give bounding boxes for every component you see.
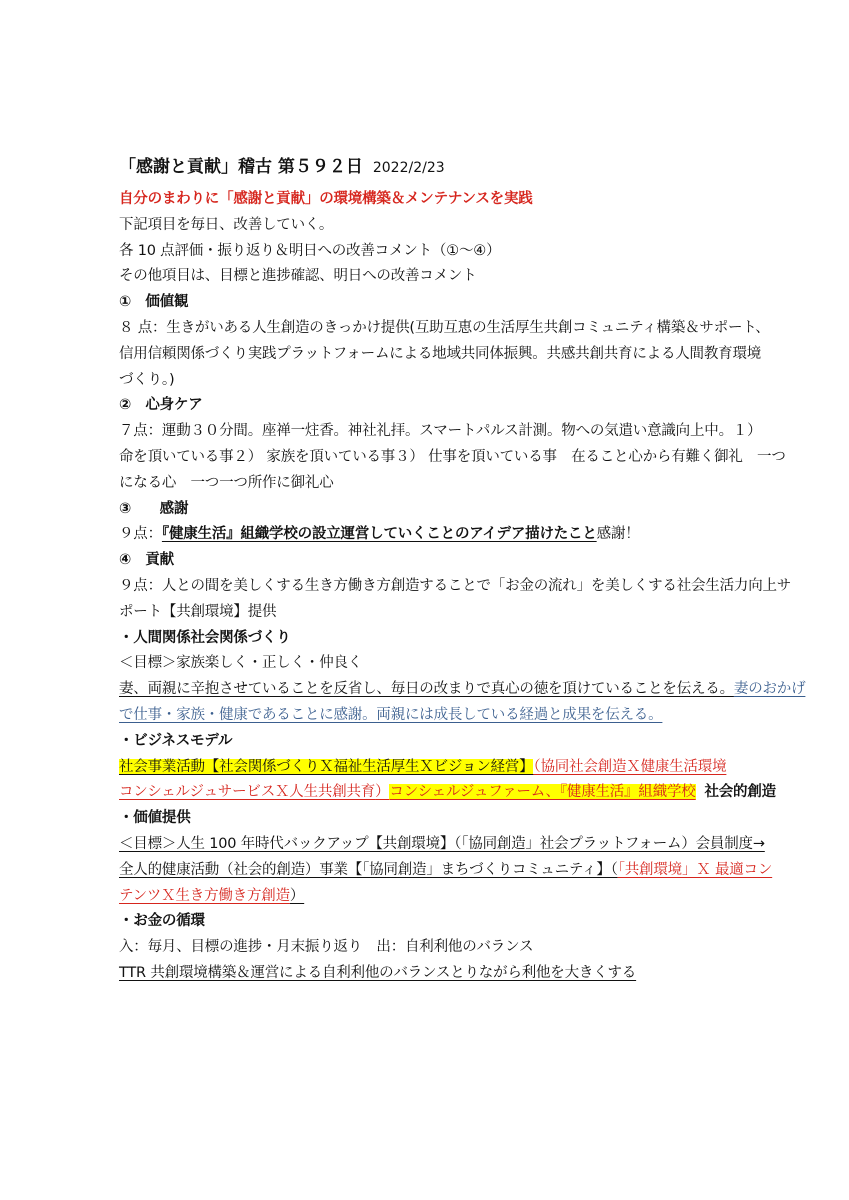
business-highlight: 社会事業活動【社会関係づくりＸ福祉生活厚生Ｘビジョン経営】 [119, 758, 534, 775]
relations-line [119, 677, 806, 703]
business-paren-close: ） [375, 784, 390, 801]
intro-heading: 自分のまわりに「感謝と貢献」の環境構築＆メンテナンスを実践 [119, 191, 533, 207]
business-red: 協同社会創造Ｘ健康生活環境 [540, 758, 727, 775]
business-red-cont: コンシェルジュサービスＸ人生共創共育 [119, 784, 376, 801]
section-heading-care: ② 心身ケア [119, 397, 203, 414]
business-bold: 社会的創造 [704, 784, 776, 801]
business-line [119, 780, 776, 806]
relations-line [119, 703, 739, 729]
value-line: ＜目標＞人生 100 年時代バックアップ【共創環境】（「協同創造」社会プラットフォーム）会員制度→ [119, 835, 765, 852]
relations-gratitude: 妻のおかげ [733, 681, 806, 698]
intro-line: 各 10 点評価・振り返り＆明日への改善コメント（①～④） [119, 242, 501, 259]
value-red: 「共創環境」Ｘ 最適コン [617, 861, 773, 878]
gratitude-score: ９点： [119, 526, 162, 543]
money-heading: ・お金の循環 [119, 913, 205, 930]
intro-line: 下記項目を毎日、改善していく。 [119, 216, 334, 233]
business-heading: ・ビジネスモデル [119, 732, 233, 749]
section-heading-gratitude: ③ 感謝 [119, 500, 189, 517]
value-business: 全人的健康活動（社会的創造）事業【「協同創造」まちづくりコミュニティ】（ [119, 861, 618, 878]
title-text: 「感謝と貢献」稽古 第５９２日 [119, 157, 363, 177]
business-highlight-2: コンシェルジュファーム、『健康生活』組織学校 [389, 784, 696, 801]
value-line [119, 884, 739, 910]
document-body [119, 148, 806, 987]
relations-heading: ・人間関係社会関係づくり [119, 629, 291, 646]
relations-gratitude-cont: で仕事・家族・健康であることに感謝。両親には成長している経過と成果を伝える。 [119, 706, 663, 723]
value-heading: ・価値提供 [119, 810, 191, 827]
gratitude-suffix: 感謝！ [596, 526, 640, 543]
value-paren-close: ） [289, 887, 305, 904]
title-date: 2022/2/23 [372, 160, 445, 176]
section-heading-contribution: ④ 貢献 [119, 552, 174, 569]
care-line: 命を頂いている事２） 家族を頂いている事３） 仕事を頂いている事 在ること心から有難く御礼 一つ [119, 448, 786, 465]
care-line: ７点：運動３０分間。座禅一炷香。神社礼拝。スマートパルス計測。物への気遣い意識向上中。１） [119, 423, 762, 440]
intro-line: その他項目は、目標と進捗確認、明日への改善コメント [119, 268, 477, 285]
gratitude-highlight: 『健康生活』組織学校の設立運営していくことのアイデア描けたこと [161, 526, 597, 543]
contribution-line: ９点：人との間を美しくする生き方働き方創造することで「お金の流れ」を美しくする社会生活力向上サ [119, 577, 792, 594]
values-line: ８ 点：生きがいある人生創造のきっかけ提供(互助互恵の生活厚生共創コミュニティ構築＆サポート、 [119, 319, 770, 336]
section-heading-values: ① 価値観 [119, 294, 189, 311]
values-line: づくり。) [119, 371, 175, 388]
gratitude-line [119, 522, 739, 548]
business-paren: （ [533, 758, 541, 775]
money-line: 入：毎月、目標の進捗・月末振り返り 出：自利利他のバランス [119, 939, 534, 956]
care-line: になる心 一つ一つ所作に御礼心 [119, 474, 334, 491]
page-title [119, 148, 739, 187]
business-line [119, 755, 739, 781]
value-line [119, 858, 773, 884]
contribution-line: ポート【共創環境】提供 [119, 603, 277, 620]
values-line: 信用信頼関係づくり実践プラットフォームによる地域共同体振興。共感共創共育による人間教育環境 [119, 345, 762, 362]
relations-goal: ＜目標＞家族楽しく・正しく・仲良く [119, 655, 363, 672]
relations-reflection: 妻、両親に辛抱させていることを反省し、毎日の改まりで真心の徳を頂けていることを伝える。 [119, 681, 734, 698]
value-red-cont: テンツＸ生き方働き方創造 [119, 887, 290, 904]
money-line: TTR 共創環境構築＆運営による自利利他のバランスとりながら利他を大きくする [119, 964, 637, 981]
